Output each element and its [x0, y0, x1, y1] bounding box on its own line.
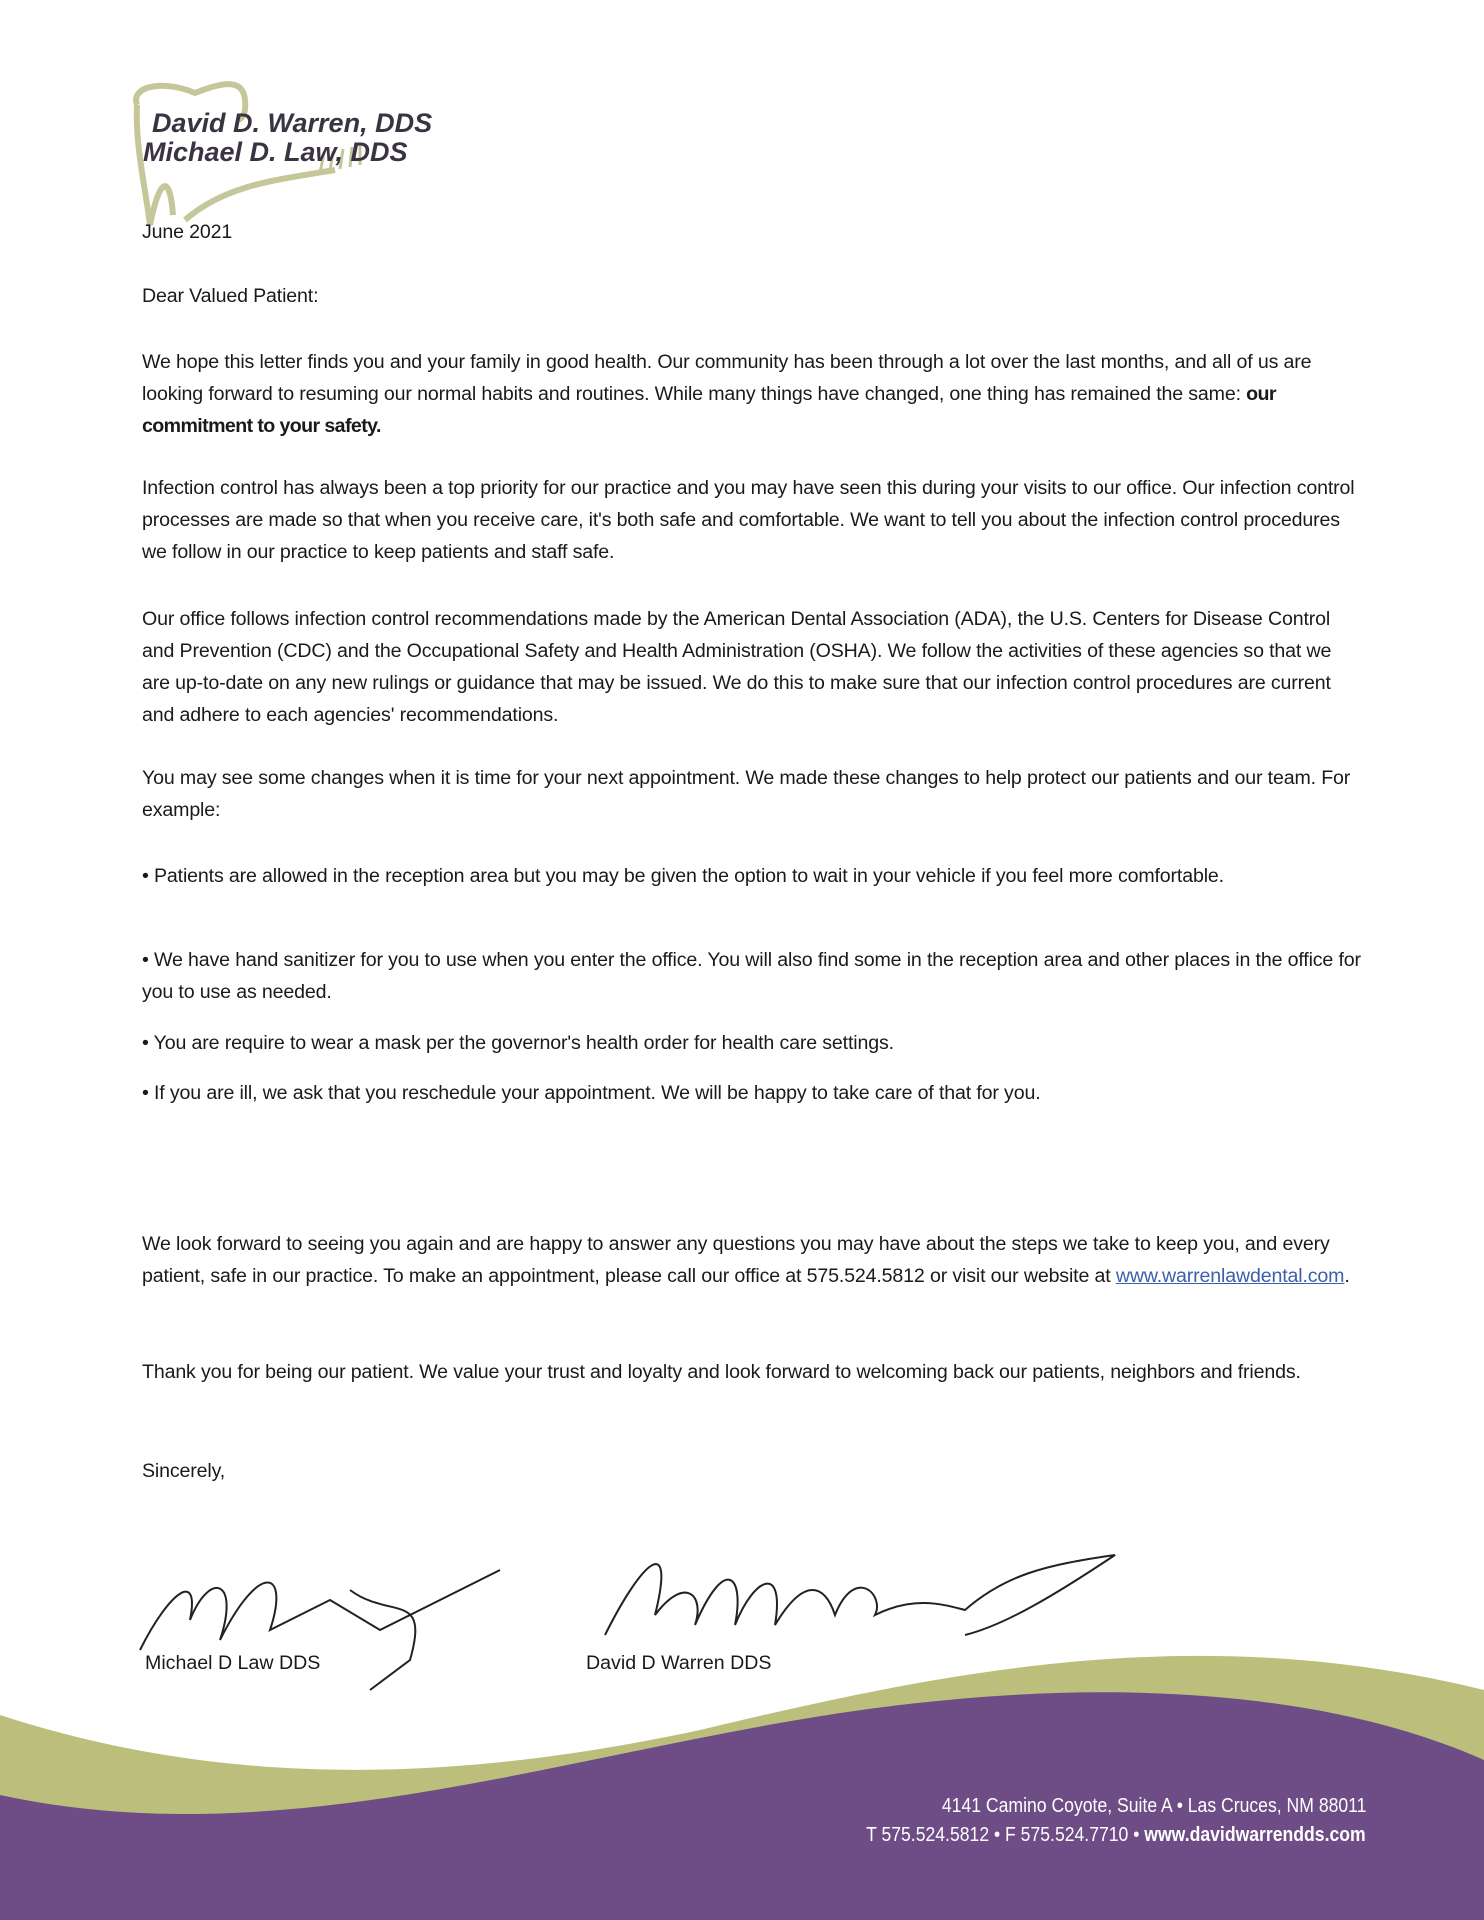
footer-address: 4141 Camino Coyote, Suite A • Las Cruces, NM 88011 — [941, 1795, 1366, 1817]
bullet-item: • If you are ill, we ask that you reschedule your appointment. We will be happy to take care of that for you. — [142, 1082, 1041, 1104]
commitment-bold: our commitment to your safety. — [142, 383, 1276, 437]
paragraph-4: You may see some changes when it is time for your next appointment. We made these changes to help protect our patients and our team. For example: — [142, 767, 1351, 821]
footer-contact: T 575.524.5812 • F 575.524.7710 • www.davidwarrendds.com — [866, 1824, 1366, 1846]
paragraph-6: Thank you for being our patient. We value your trust and loyalty and look forward to welcoming back our patients, neighbors and friends. — [142, 1361, 1301, 1383]
paragraph-3: Our office follows infection control recommendations made by the American Dental Association (ADA), the U.S. Centers for Disease Control and Prevention (CDC) and the Occupational Safety and Health Administration (OSHA). We follow the activities of these agencies so that we are up-to-date on any new rulings or guidance that may be issued. We do this to make sure that our infection control procedures are current and adhere to each agencies' recommendations. — [142, 608, 1332, 726]
signature-name-law: Michael D Law DDS — [145, 1652, 321, 1674]
signature-warren — [585, 1535, 1125, 1655]
signature-name-warren: David D Warren DDS — [586, 1652, 772, 1674]
bullet-item: • You are require to wear a mask per the governor's health order for health care settings. — [142, 1032, 894, 1054]
letter-date: June 2021 — [142, 221, 233, 243]
website-link[interactable]: www.warrenlawdental.com — [1115, 1265, 1345, 1287]
footer-website[interactable]: www.davidwarrendds.com — [1144, 1824, 1366, 1846]
bullet-item: • We have hand sanitizer for you to use when you enter the office. You will also find some in the reception area and other places in the office for you to use as needed. — [142, 949, 1361, 1003]
letterhead-name-law: Michael D. Law, DDS — [143, 137, 408, 167]
paragraph-2: Infection control has always been a top priority for our practice and you may have seen this during your visits to our office. Our infection control processes are made so that when you receive care, it's both safe and comfortable. We want to tell you about the infection control procedures we follow in our practice to keep patients and staff safe. — [142, 477, 1355, 563]
letterhead-name-warren: David D. Warren, DDS — [152, 108, 433, 138]
paragraph-1: We hope this letter finds you and your family in good health. Our community has been through a lot over the last months, and all of us are looking forward to resuming our normal habits and routines. While many things have changed, one thing has remained the same: our commitment to your safety. — [142, 351, 1312, 437]
paragraph-5: We look forward to seeing you again and are happy to answer any questions you may have about the steps we take to keep you, and every patient, safe in our practice. To make an appointment, please call our office at 575.524.5812 or visit our website at www.warrenlawdental.com. — [142, 1233, 1350, 1287]
salutation: Dear Valued Patient: — [142, 285, 319, 307]
bullet-item: • Patients are allowed in the reception area but you may be given the option to wait in your vehicle if you feel more comfortable. — [142, 865, 1224, 887]
closing: Sincerely, — [142, 1460, 226, 1482]
